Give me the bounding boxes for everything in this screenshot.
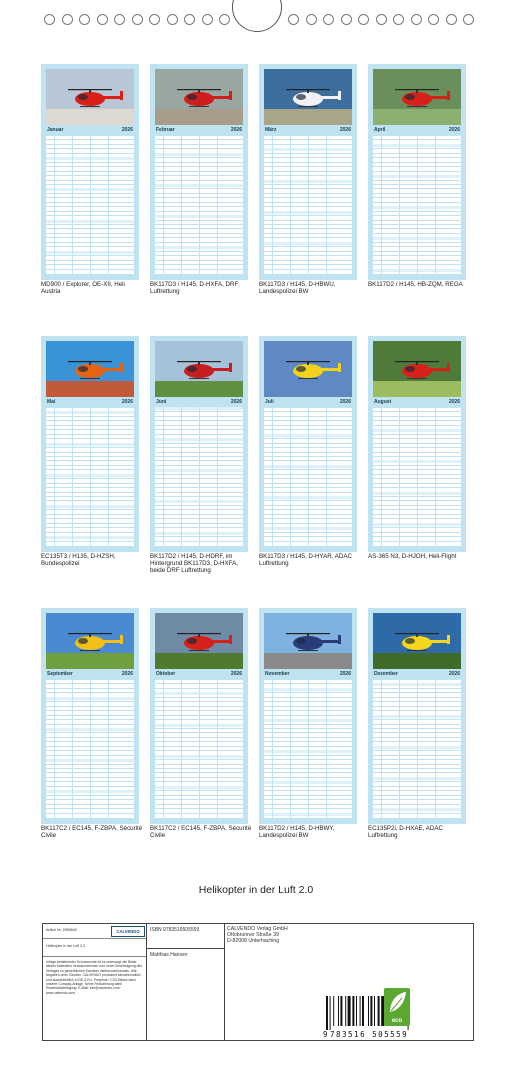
day-grid: [155, 407, 243, 546]
column-line: [54, 407, 55, 546]
divider: [147, 948, 224, 949]
month-header: [46, 671, 134, 678]
month-year: 2026: [121, 671, 133, 677]
column-line: [308, 407, 309, 546]
divider: [43, 956, 146, 957]
column-line: [417, 679, 418, 818]
column-line: [290, 135, 291, 274]
month-year: 2026: [448, 127, 460, 133]
month-year: 2026: [230, 127, 242, 133]
day-grid: [46, 679, 134, 818]
month-panel: [41, 608, 139, 824]
imprint-right-panel: [147, 924, 473, 1040]
binding-hole: [393, 14, 404, 25]
photo-caption: BK117D3 / H145, D-HXFA, DRF Luftrettung: [150, 281, 239, 295]
month-panel: [259, 608, 357, 824]
column-line: [417, 407, 418, 546]
binding-hole: [184, 14, 195, 25]
column-line: [181, 135, 182, 274]
binding-hole: [358, 14, 369, 25]
binding-hole: [97, 14, 108, 25]
month-name: Juni: [156, 399, 167, 405]
month-header: [155, 127, 243, 134]
eco-label: eco: [391, 1018, 403, 1024]
month-panel: [41, 336, 139, 552]
divider: [43, 938, 146, 939]
helicopter-photo: [46, 69, 134, 125]
month-panel: [150, 64, 248, 280]
column-line: [54, 679, 55, 818]
barcode-number: 783516 505559: [330, 1030, 409, 1039]
binding-hole: [114, 14, 125, 25]
column-line: [308, 135, 309, 274]
helicopter-photo: [264, 341, 352, 397]
column-line: [399, 679, 400, 818]
day-grid: [373, 407, 461, 546]
helicopter-photo: [46, 613, 134, 669]
month-name: Dezember: [374, 671, 398, 677]
column-line: [108, 407, 109, 546]
column-line: [54, 135, 55, 274]
column-line: [163, 679, 164, 818]
publisher-line: CALVENDO Verlag GmbH: [227, 926, 288, 932]
day-grid: [264, 679, 352, 818]
isbn-text: ISBN 9783516505559: [150, 927, 200, 933]
column-line: [326, 407, 327, 546]
product-title: Helikopter in der Luft 2.0: [46, 944, 86, 948]
month-header: [373, 399, 461, 406]
month-header: [155, 671, 243, 678]
month-panel: [368, 336, 466, 552]
binding-hole: [463, 14, 474, 25]
binding-hole: [323, 14, 334, 25]
barcode-bar: [326, 996, 328, 1030]
month-year: 2026: [339, 127, 351, 133]
month-year: 2026: [121, 127, 133, 133]
column-line: [272, 407, 273, 546]
imprint-left-panel: [43, 924, 147, 1040]
binding-hole: [411, 14, 422, 25]
day-grid: [46, 407, 134, 546]
barcode-bar: [378, 996, 380, 1026]
month-header: [264, 671, 352, 678]
helicopter-photo: [373, 341, 461, 397]
barcode-bar: [330, 996, 331, 1030]
month-name: August: [374, 399, 392, 405]
binding-hole: [428, 14, 439, 25]
binding-hole: [306, 14, 317, 25]
column-line: [163, 407, 164, 546]
month-header: [373, 127, 461, 134]
binding-hole: [132, 14, 143, 25]
binding-hole: [446, 14, 457, 25]
binding-hole: [219, 14, 230, 25]
binding-hole: [62, 14, 73, 25]
leaf-icon: [384, 988, 410, 1016]
publisher-line: D-82008 Unterhaching: [227, 938, 280, 945]
column-line: [163, 135, 164, 274]
photo-caption: BK117D2 / H145, D-HBWY, Landespolizei BW: [259, 825, 335, 839]
binding-hole: [79, 14, 90, 25]
barcode-bar: [356, 996, 357, 1026]
binding-hole: [149, 14, 160, 25]
calvendo-logo: CALVENDO: [111, 926, 145, 937]
day-grid: [373, 679, 461, 818]
author-name: Matthias Hansen: [150, 952, 188, 958]
month-year: 2026: [230, 399, 242, 405]
barcode-bar: [333, 996, 334, 1026]
photo-caption: BK117C2 / EC145, F-ZBPA, Sécurité Civile: [150, 825, 252, 839]
column-line: [308, 679, 309, 818]
column-line: [326, 135, 327, 274]
day-grid: [155, 679, 243, 818]
helicopter-photo: [373, 69, 461, 125]
month-year: 2026: [230, 671, 242, 677]
barcode-first-digit: 9: [323, 1030, 328, 1039]
binding-hole: [341, 14, 352, 25]
month-year: 2026: [339, 399, 351, 405]
month-panel: [368, 608, 466, 824]
column-line: [326, 679, 327, 818]
column-line: [399, 407, 400, 546]
day-grid: [373, 135, 461, 274]
month-panel: [41, 64, 139, 280]
helicopter-photo: [155, 69, 243, 125]
divider: [224, 924, 225, 1040]
barcode-bar: [352, 996, 354, 1026]
column-line: [435, 679, 436, 818]
column-line: [272, 135, 273, 274]
column-line: [199, 407, 200, 546]
month-name: November: [265, 671, 290, 677]
month-panel: [259, 64, 357, 280]
photo-caption: BK117D2 / H145, HB-ZQM, REGA: [368, 281, 463, 288]
month-name: Februar: [156, 127, 175, 133]
column-line: [72, 407, 73, 546]
column-line: [72, 679, 73, 818]
column-line: [381, 679, 382, 818]
day-grid: [264, 407, 352, 546]
month-year: 2026: [448, 671, 460, 677]
column-line: [90, 407, 91, 546]
column-line: [435, 407, 436, 546]
month-panel: [150, 336, 248, 552]
photo-caption: BK117C2 / EC145, F-ZBPA, Sécurité Civile: [41, 825, 143, 839]
publisher-address: [227, 926, 288, 945]
column-line: [272, 679, 273, 818]
binding-hole: [167, 14, 178, 25]
column-line: [217, 135, 218, 274]
barcode-bar: [340, 996, 342, 1026]
month-name: März: [265, 127, 277, 133]
column-line: [290, 679, 291, 818]
month-name: April: [374, 127, 386, 133]
binding-hole: [202, 14, 213, 25]
barcode-bar: [368, 996, 369, 1026]
column-line: [399, 135, 400, 274]
month-header: [155, 399, 243, 406]
photo-caption: EC135T3 / H135, D-HZSH, Bundespolizei: [41, 553, 116, 567]
photo-caption: BK117D3 / H145, D-HYAR, ADAC Luftrettung: [259, 553, 352, 567]
helicopter-photo: [264, 69, 352, 125]
binding-hole: [44, 14, 55, 25]
column-line: [90, 135, 91, 274]
column-line: [381, 135, 382, 274]
month-panel: [259, 336, 357, 552]
binding-hole: [288, 14, 299, 25]
month-header: [46, 399, 134, 406]
photo-caption: EC135P2i, D-HXAE, ADAC Luftrettung: [368, 825, 443, 839]
helicopter-photo: [155, 341, 243, 397]
barcode-bar: [374, 996, 375, 1026]
month-header: [264, 127, 352, 134]
column-line: [72, 135, 73, 274]
column-line: [90, 679, 91, 818]
month-name: Januar: [47, 127, 64, 133]
photo-caption: BK117D2 / H145, D-HDRF, im Hintergrund BK117D3, D-HXFA, beide DRF Luftrettung: [150, 553, 238, 574]
photo-caption: AS-365 N3, D-HJOH, Heli-Flight: [368, 553, 457, 560]
day-grid: [46, 135, 134, 274]
month-header: [46, 127, 134, 134]
column-line: [217, 407, 218, 546]
column-line: [381, 407, 382, 546]
eco-badge: [384, 988, 410, 1026]
month-name: Oktober: [156, 671, 176, 677]
column-line: [217, 679, 218, 818]
column-line: [181, 407, 182, 546]
column-line: [108, 135, 109, 274]
column-line: [108, 679, 109, 818]
month-name: September: [47, 671, 73, 677]
barcode-bar: [348, 996, 351, 1026]
barcode-bar: [338, 996, 339, 1026]
month-name: Mai: [47, 399, 56, 405]
month-year: 2026: [121, 399, 133, 405]
month-header: [264, 399, 352, 406]
barcode-bar: [362, 996, 364, 1026]
month-year: 2026: [339, 671, 351, 677]
month-name: Juli: [265, 399, 274, 405]
month-panel: [150, 608, 248, 824]
helicopter-photo: [264, 613, 352, 669]
binding-hole: [376, 14, 387, 25]
column-line: [290, 407, 291, 546]
month-year: 2026: [448, 399, 460, 405]
column-line: [417, 135, 418, 274]
photo-caption: MD900 / Explorer, OE-XII, Heli Austria: [41, 281, 125, 295]
article-number: Artikel Nr. 2989846: [46, 928, 77, 932]
helicopter-photo: [155, 613, 243, 669]
barcode-bar: [345, 996, 346, 1026]
barcode-bar: [360, 996, 361, 1026]
publisher-line: Ottobrunner Straße 39: [227, 932, 279, 939]
helicopter-photo: [46, 341, 134, 397]
legal-text: Infolge bestehender Schutzrechte ist es untersagt, die Bilder dieses Kalenders herauszutrennen und ohne Genehmigung des Verlages zu gewerblichen Zwecken weiterzuverwenden. Alle Angaben ohne Gewähr. CALVENDO produziert klimafreundlich und ausschließlich in DE & EU. Preprints / CO2-Bilanz dank unserer Compaq-Anlage. Keine Reduzierung dank Einzelstückfertigung. E-Mail: info@calvendo.com · www.calvendo.com: [46, 960, 143, 995]
month-header: [373, 671, 461, 678]
month-panel: [368, 64, 466, 280]
column-line: [199, 679, 200, 818]
column-line: [181, 679, 182, 818]
day-grid: [155, 135, 243, 274]
photo-caption: BK117D3 / H145, D-HBWU, Landespolizei BW: [259, 281, 336, 295]
column-line: [199, 135, 200, 274]
column-line: [435, 135, 436, 274]
barcode-bar: [370, 996, 372, 1026]
day-grid: [264, 135, 352, 274]
helicopter-photo: [373, 613, 461, 669]
calendar-title: Helikopter in der Luft 2.0: [198, 884, 314, 896]
